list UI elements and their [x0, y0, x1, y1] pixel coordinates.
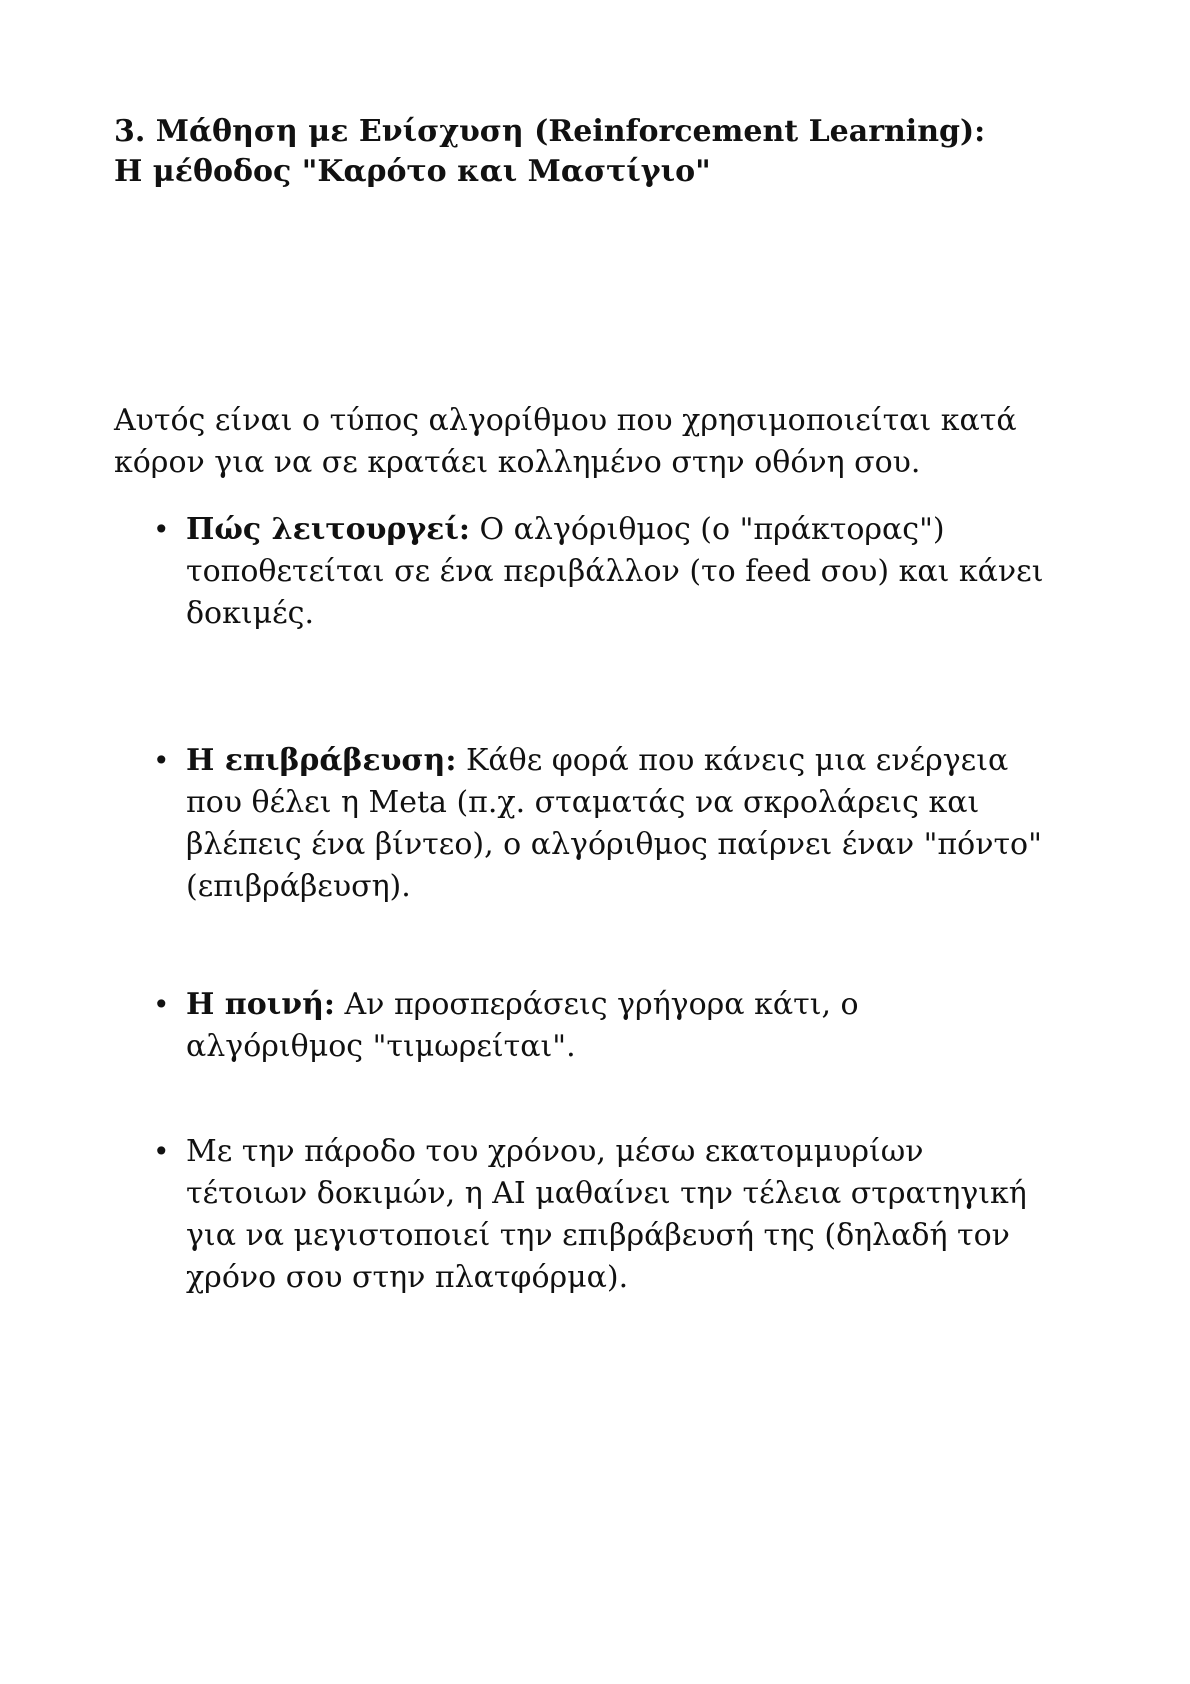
- bullet-line: Με την πάροδο του χρόνου, μέσω εκατομμυρίων: [186, 1134, 924, 1169]
- bullet-line: [186, 740, 1086, 782]
- bullet-line: δοκιμές.: [186, 596, 315, 631]
- intro-line: Αυτός είναι ο τύπος αλγορίθμου που χρησιμοποιείται κατά: [114, 403, 1017, 438]
- bullet-marker: •: [153, 513, 170, 546]
- section-title-line: 3. Μάθηση με Ενίσχυση (Reinforcement Learning):: [114, 114, 986, 149]
- bullet-text: [186, 984, 1086, 1068]
- bullet-line: που θέλει η Meta (π.χ. σταματάς να σκρολάρεις και: [186, 785, 980, 820]
- bullet-line: τοποθετείται σε ένα περιβάλλον (το feed σου) και κάνει: [186, 554, 1044, 589]
- bullet-line: βλέπεις ένα βίντεο), ο αλγόριθμος παίρνει έναν "πόντο": [186, 827, 1042, 862]
- bullet-line: [186, 509, 1086, 551]
- bullet-line: τέτοιων δοκιμών, η AI μαθαίνει την τέλεια στρατηγική: [186, 1176, 1027, 1211]
- bullet-line: [186, 984, 1086, 1026]
- intro-line: κόρον για να σε κρατάει κολλημένο στην οθόνη σου.: [114, 445, 921, 480]
- intro-paragraph: [114, 400, 1094, 484]
- bullet-text: [186, 740, 1086, 908]
- bullet-line: (επιβράβευση).: [186, 869, 411, 904]
- bullet-line: για να μεγιστοποιεί την επιβράβευσή της (δηλαδή τον: [186, 1218, 1010, 1253]
- bullet-text: [186, 1131, 1086, 1299]
- bullet-line: αλγόριθμος "τιμωρείται".: [186, 1029, 576, 1064]
- bullet-line-text: Κάθε φορά που κάνεις μια ενέργεια: [456, 743, 1009, 778]
- section-title: [114, 112, 1094, 192]
- bullet-line-text: Αν προσπεράσεις γρήγορα κάτι, ο: [334, 987, 859, 1022]
- bullet-text: [186, 509, 1086, 635]
- section-title-line: Η μέθοδος "Καρότο και Μαστίγιο": [114, 154, 711, 189]
- bullet-label: Η επιβράβευση:: [186, 743, 457, 778]
- bullet-line-text: Ο αλγόριθμος (ο "πράκτορας"): [470, 512, 945, 547]
- bullet-label: Η ποινή:: [186, 987, 335, 1022]
- bullet-marker: •: [153, 744, 170, 777]
- bullet-marker: •: [153, 1135, 170, 1168]
- bullet-marker: •: [153, 988, 170, 1021]
- bullet-label: Πώς λειτουργεί:: [186, 512, 470, 547]
- bullet-line: χρόνο σου στην πλατφόρμα).: [186, 1260, 629, 1295]
